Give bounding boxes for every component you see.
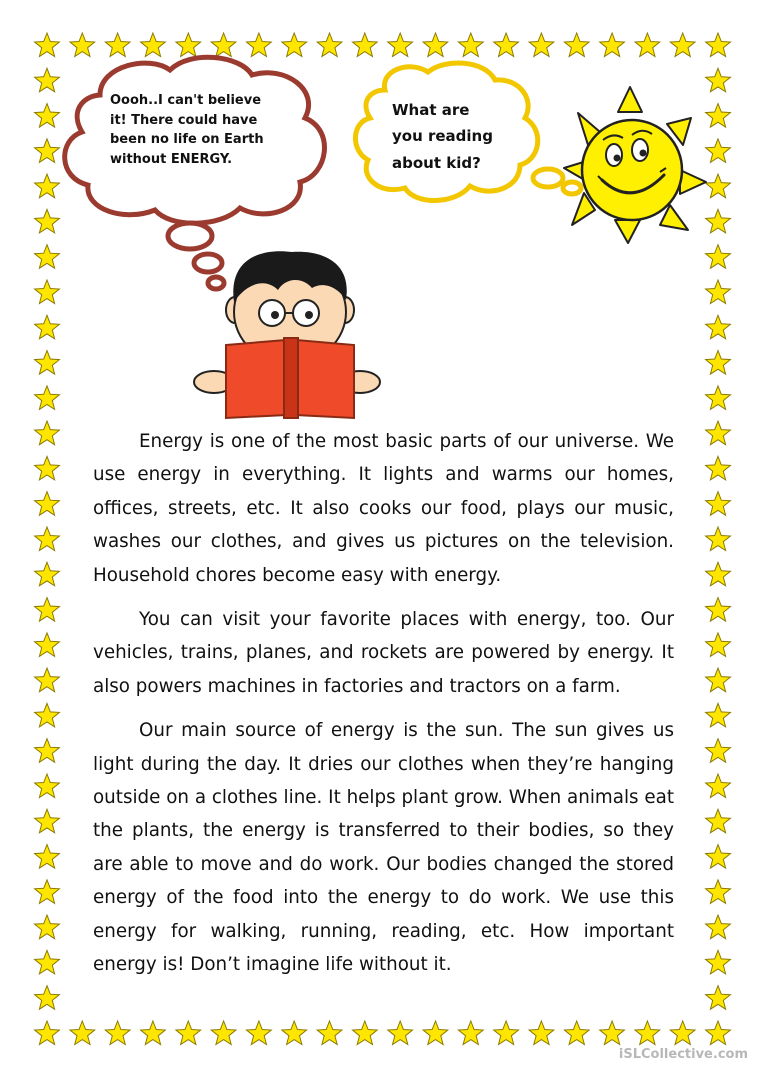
paragraph-1: Energy is one of the most basic parts of our universe. We use energy in everything. It lights and warms our homes, offices, streets, etc. It also cooks our food, plays our music, washes our clothes, and gives us pictures on the television. Household chores become easy with energy. xyxy=(93,431,674,586)
speech-bubble-2 xyxy=(563,182,581,194)
star-icon xyxy=(247,1021,272,1045)
star-icon xyxy=(458,1021,483,1045)
star-icon xyxy=(529,1021,554,1045)
star-icon xyxy=(35,492,60,516)
star-icon xyxy=(282,1021,307,1045)
star-icon xyxy=(35,915,60,939)
star-icon xyxy=(317,1021,342,1045)
star-icon xyxy=(706,845,731,869)
star-icon xyxy=(176,1021,201,1045)
star-icon xyxy=(706,633,731,657)
star-icon xyxy=(35,1021,60,1045)
star-icon xyxy=(35,633,60,657)
thought-bubble-1 xyxy=(168,223,212,249)
reading-passage xyxy=(93,425,674,993)
star-icon xyxy=(35,845,60,869)
star-icon xyxy=(706,809,731,833)
star-icon xyxy=(706,880,731,904)
paragraph-3: Our main source of energy is the sun. The sun gives us light during the day. It dries our clothes when they’re hanging outside on a clothes line. It helps plant grow. When animals eat the plants, the energy is transferred to their bodies, so they are able to move and do work. Our bodies changed the stored energy of the food into the energy to do work. We use this energy for walking, running, reading, etc. How important energy is! Don’t imagine life without it. xyxy=(93,720,674,976)
star-icon xyxy=(706,774,731,798)
star-icon xyxy=(494,1021,519,1045)
star-icon xyxy=(70,1021,95,1045)
star-icon xyxy=(423,1021,448,1045)
star-icon xyxy=(706,703,731,727)
star-icon xyxy=(635,1021,660,1045)
smiling-sun-icon xyxy=(564,87,706,243)
sun-speech-text: What are you reading about kid? xyxy=(392,101,493,172)
star-icon xyxy=(35,950,60,974)
star-icon xyxy=(706,492,731,516)
star-icon xyxy=(706,456,731,480)
star-icon xyxy=(706,986,731,1010)
star-icon xyxy=(35,456,60,480)
star-icon xyxy=(105,1021,130,1045)
illustration xyxy=(0,0,766,430)
star-icon xyxy=(35,986,60,1010)
star-icon xyxy=(35,527,60,551)
star-icon xyxy=(35,880,60,904)
star-icon xyxy=(388,1021,413,1045)
star-icon xyxy=(706,739,731,763)
speech-bubble-1 xyxy=(533,169,563,187)
star-icon xyxy=(35,774,60,798)
star-icon xyxy=(706,527,731,551)
star-icon xyxy=(353,1021,378,1045)
star-icon xyxy=(706,950,731,974)
star-icon xyxy=(706,1021,731,1045)
watermark: iSLCollective.com xyxy=(618,1047,748,1062)
kid-thought-text: Oooh..I can't believe it! There could have been no life on Earth without ENERGY. xyxy=(110,93,264,167)
star-icon xyxy=(35,598,60,622)
star-icon xyxy=(211,1021,236,1045)
star-icon xyxy=(706,915,731,939)
star-icon xyxy=(706,598,731,622)
star-icon xyxy=(600,1021,625,1045)
star-icon xyxy=(35,703,60,727)
thought-bubble-3 xyxy=(208,277,224,289)
thought-bubble-2 xyxy=(194,254,222,272)
star-icon xyxy=(564,1021,589,1045)
star-icon xyxy=(35,739,60,763)
paragraph-2: You can visit your favorite places with energy, too. Our vehicles, trains, planes, and rockets are powered by energy. It also powers machines in factories and tractors on a farm. xyxy=(93,609,674,697)
star-icon xyxy=(35,668,60,692)
star-icon xyxy=(706,562,731,586)
star-icon xyxy=(141,1021,166,1045)
star-icon xyxy=(670,1021,695,1045)
star-icon xyxy=(35,562,60,586)
star-icon xyxy=(35,809,60,833)
star-icon xyxy=(706,668,731,692)
